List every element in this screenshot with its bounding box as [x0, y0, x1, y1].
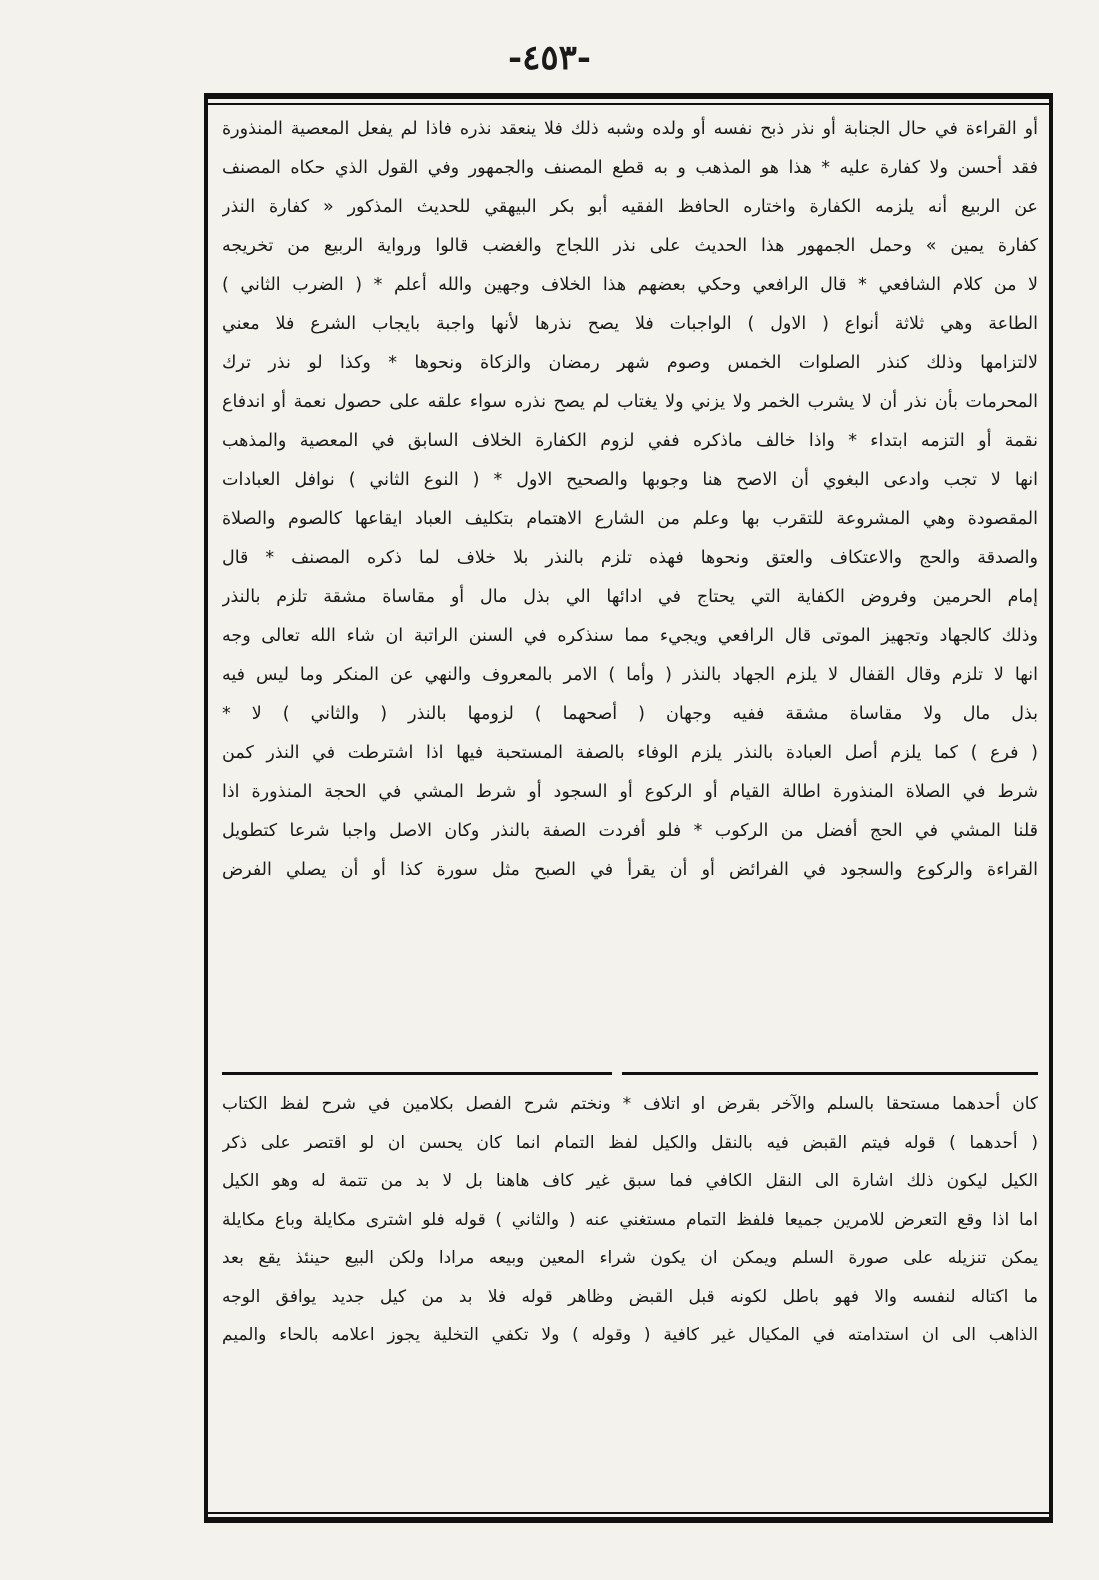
- footnote-line: الذاهب الى ان استدامته في المكيال غير كافية ( وقوله ) ولا تكفي التخلية يجوز اعلامه بالحاء والميم: [222, 1325, 1038, 1345]
- footnote-line: ( أحدهما ) قوله فيتم القبض فيه بالنقل والكيل لفظ التمام انما كان يحسن ان لو اقتصر على ذكر: [222, 1132, 1038, 1153]
- text-line: قلنا المشي في الحج أفضل من الركوب * فلو أفردت الصفة بالنذر وكان الاصل واجبا شرعا كتطويل: [222, 821, 1038, 841]
- footnote-line: اما اذا وقع التعرض للامرين جميعا فلفظ التمام مستغني عنه ( والثاني ) قوله فلو اشترى مكايلة وباع مكايلة: [222, 1209, 1038, 1230]
- text-line: وذلك كالجهاد وتجهيز الموتى قال الرافعي ويجيء مما سنذكره في السنن الراتبة ان شاء الله تعالى وجه: [222, 626, 1038, 646]
- footnote-line: يمكن تنزيله على صورة السلم ويمكن ان يكون شراء المعين وبيعه مرادا ولكن البيع حينئذ يقع بعد: [222, 1248, 1038, 1268]
- text-line: والصدقة والحج والاعتكاف والعتق ونحوها فهذه تلزم بالنذر بلا خلاف لما ذكره المصنف * قال: [222, 548, 1038, 568]
- text-line: لا من كلام الشافعي * قال الرافعي وحكي بعضهم هذا الخلاف وجهين والله أعلم * ( الضرب الثاني ): [222, 275, 1038, 295]
- footnote-divider: [222, 1072, 1038, 1075]
- divider-gap: [612, 1068, 622, 1078]
- text-line: نقمة أو التزمه ابتداء * واذا خالف ماذكره ففي لزوم الكفارة الخلاف السابق في المعصية والمذهب: [222, 431, 1038, 451]
- text-line: المقصودة وهي المشروعة للتقرب بها وعلم من الشارع الاهتمام بتكليف العباد ايقاعها كالصوم والصلاة: [222, 509, 1038, 529]
- text-line: كفارة يمين » وحمل الجمهور هذا الحديث على نذر اللجاج والغضب قالوا ورواية الربيع من تخريجه: [222, 236, 1038, 256]
- text-line: إمام الحرمين وفروض الكفاية التي يحتاج في ادائها الي بذل مال أو مقاساة مشقة تلزم بالنذر: [222, 587, 1038, 607]
- footnote-line: ما اكتاله لنفسه والا فهو باطل لكونه قبل القبض وظاهر قوله فلا بد من كيل جديد يوافق الوجه: [222, 1286, 1038, 1307]
- text-line: لالتزامها وذلك كنذر الصلوات الخمس وصوم شهر رمضان والزكاة ونحوها * وكذا لو نذر ترك: [222, 353, 1038, 373]
- text-line: انها لا تجب وادعى البغوي أن الاصح هنا وجوبها والصحيح الاول * ( النوع الثاني ) نوافل العبادات: [222, 470, 1038, 490]
- text-line: بذل مال ولا مقاساة مشقة ففيه وجهان ( أصحهما ) لزومها بالنذر ( والثاني ) لا *: [222, 704, 1038, 724]
- text-line: انها لا تلزم وقال القفال لا يلزم الجهاد بالنذر ( وأما ) الامر بالمعروف والنهي عن المنكر وما ليس فيه: [222, 665, 1038, 685]
- footnote-line: الكيل ليكون ذلك اشارة الى النقل الكافي فما سبق غير كاف هاهنا بل لا بد من تتمة له وهو الكيل: [222, 1171, 1038, 1191]
- page-number: -٤٥٣-: [507, 38, 592, 78]
- main-text: [222, 110, 1038, 890]
- text-line: عن الربيع أنه يلزمه الكفارة واختاره الحافظ الفقيه أبو بكر البيهقي للحديث المذكور « كفارة النذر: [222, 197, 1038, 217]
- frame-top-rule: [204, 103, 1053, 105]
- text-line: فقد أحسن ولا كفارة عليه * هذا هو المذهب و به قطع المصنف والجمهور وفي القول الذي حكاه المصنف: [222, 158, 1038, 178]
- text-line: شرط في الصلاة المنذورة اطالة القيام أو الركوع أو السجود أو شرط المشي في الحجة المنذورة اذا: [222, 782, 1038, 802]
- footnote-text: [222, 1085, 1038, 1355]
- frame-bottom-rule: [204, 1512, 1053, 1514]
- text-line: القراءة والركوع والسجود في الفرائض أو أن يقرأ في الصبح مثل سورة كذا أو أن يصلي الفرض: [222, 860, 1038, 880]
- text-line: أو القراءة في حال الجنابة أو نذر ذبح نفسه أو ولده وشبه ذلك فلا ينعقد نذره فاذا لم يفعل المعصية المنذورة: [222, 119, 1038, 139]
- text-line: المحرمات بأن نذر أن لا يشرب الخمر ولا يزني ولا يغتاب لم يصح نذره سواء علقه على حصول نعمة أو اندفاع: [222, 392, 1038, 412]
- text-line: الطاعة وهي ثلاثة أنواع ( الاول ) الواجبات فلا يصح نذرها لأنها واجبة بايجاب الشرع فلا معني: [222, 314, 1038, 334]
- text-line: ( فرع ) كما يلزم أصل العبادة بالنذر يلزم الوفاء بالصفة المستحبة فيها اذا اشترطت في النذر كمن: [222, 743, 1038, 763]
- footnote-line: كان أحدهما مستحقا بالسلم والآخر بقرض او اتلاف * ونختم شرح الفصل بكلامين في شرح لفظ الكتاب: [222, 1094, 1038, 1114]
